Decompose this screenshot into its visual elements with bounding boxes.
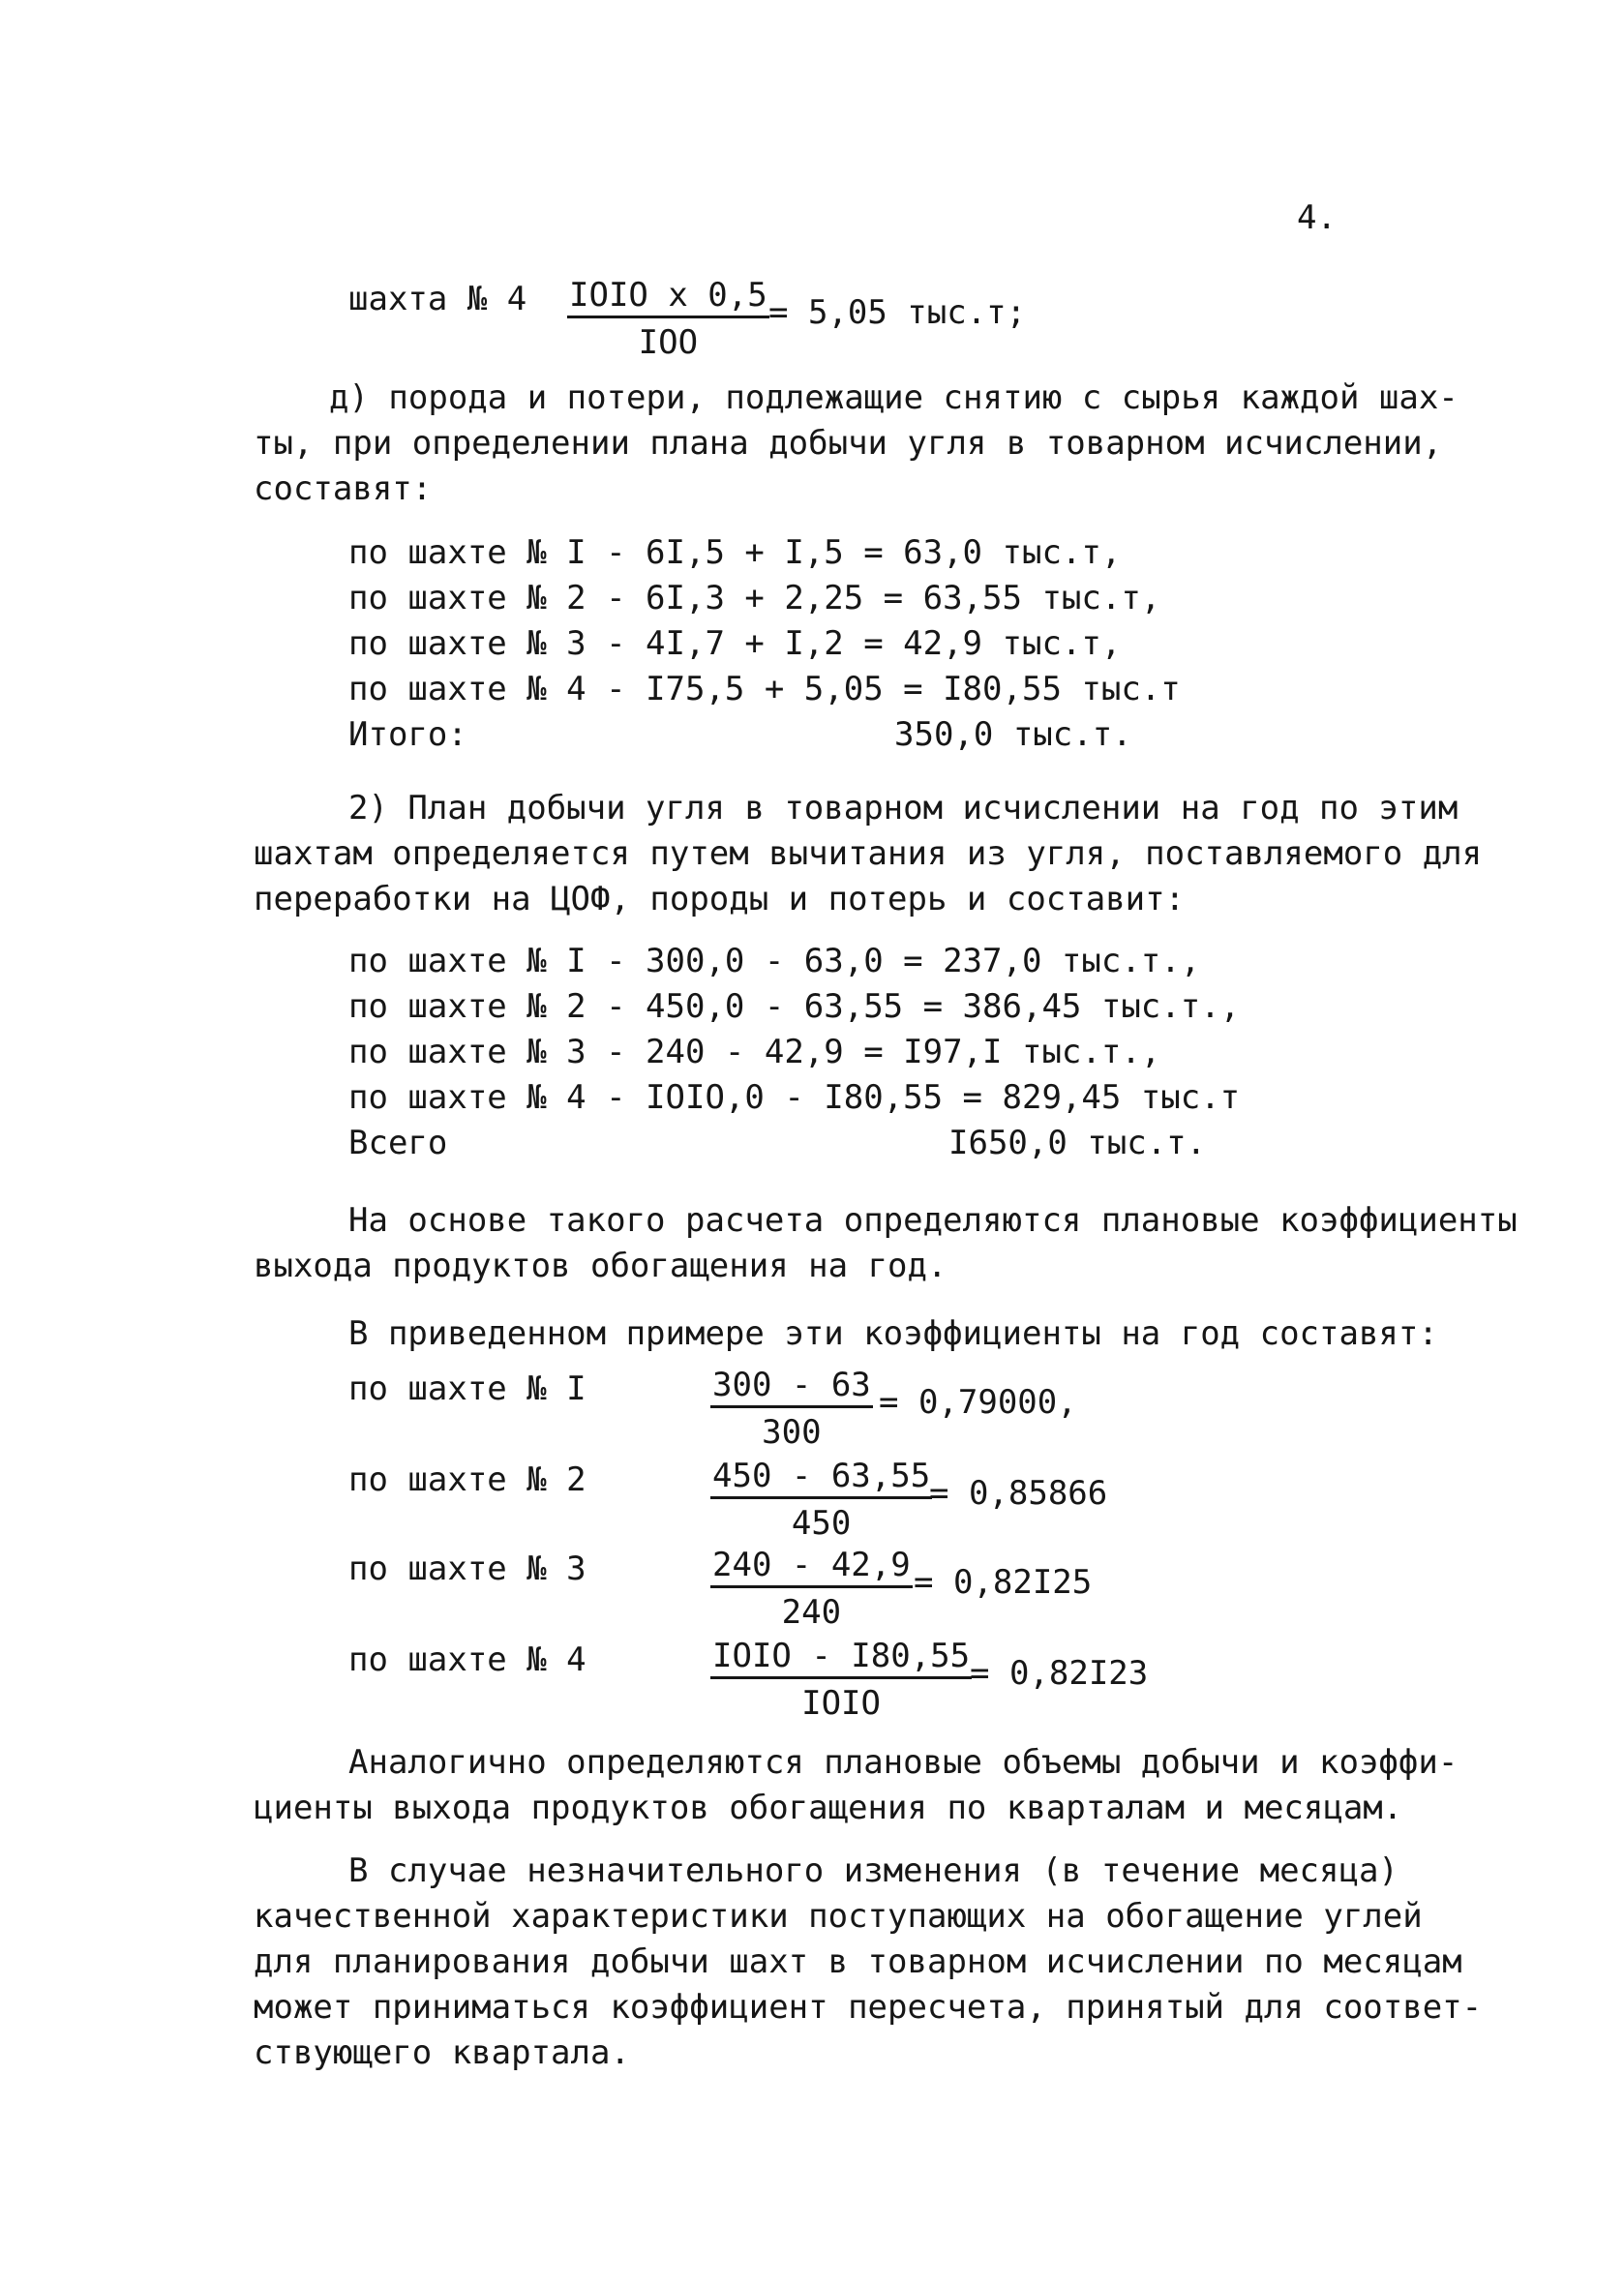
section-2-line-4: по шахте № 4 - IOIO,0 - I80,55 = 829,45 тыс.т	[348, 1078, 1241, 1117]
section-2-line-1: по шахте № I - 300,0 - 63,0 = 237,0 тыс.т.,	[348, 942, 1201, 980]
section-d-line-2: по шахте № 2 - 6I,3 + 2,25 = 63,55 тыс.т,	[348, 579, 1161, 617]
section-d-total-label: Итого:	[348, 715, 467, 754]
coefficient-numerator-4: IOIO - I80,55	[710, 1640, 972, 1679]
coefficient-result-3: = 0,82I25	[914, 1563, 1093, 1602]
intro-numerator: IOIO x 0,5	[567, 279, 769, 318]
coefficient-result-1: = 0,79000,	[879, 1383, 1077, 1422]
coefficient-result-2: = 0,85866	[929, 1474, 1108, 1513]
coefficient-label-2: по шахте № 2	[348, 1460, 586, 1499]
coefficient-result-4: = 0,82I23	[970, 1654, 1149, 1693]
coefficient-fraction-3	[710, 1546, 913, 1632]
intro-denominator: IOO	[638, 323, 699, 362]
section-d-text: д) порода и потери, подлежащие снятию с сырья каждой шах- ты, при определении плана добычи угля в товарном исчислении, составят:	[254, 378, 1459, 508]
section-2-total-label: Всего	[348, 1124, 448, 1162]
coefficient-label-1: по шахте № I	[348, 1369, 586, 1408]
coefficient-denominator-4: IOIO	[801, 1684, 881, 1723]
paragraph-basis: На основе такого расчета определяются плановые коэффициенты выхода продуктов обогащения на год.	[254, 1201, 1518, 1285]
section-2-line-2: по шахте № 2 - 450,0 - 63,55 = 386,45 тыс.т.,	[348, 987, 1241, 1026]
coefficient-fraction-1	[710, 1366, 873, 1452]
coefficient-denominator-3: 240	[781, 1593, 842, 1632]
intro-result: = 5,05 тыс.т;	[768, 293, 1027, 332]
section-2-text: 2) План добычи угля в товарном исчислении на год по этим шахтам определяется путем вычитания из угля, поставляемого для переработки на ЦОФ, породы и потерь и составит:	[254, 789, 1483, 918]
section-d-line-4: по шахте № 4 - I75,5 + 5,05 = I80,55 тыс.т	[348, 670, 1181, 708]
coefficient-numerator-1: 300 - 63	[710, 1369, 873, 1408]
intro-fraction	[567, 276, 769, 362]
coefficient-label-3: по шахте № 3	[348, 1550, 586, 1588]
section-2-line-3: по шахте № 3 - 240 - 42,9 = I97,I тыс.т.,	[348, 1033, 1161, 1071]
coefficient-numerator-3: 240 - 42,9	[710, 1549, 913, 1588]
coefficient-numerator-2: 450 - 63,55	[710, 1459, 932, 1499]
coefficient-denominator-1: 300	[762, 1413, 822, 1452]
paragraph-quarters: Аналогично определяются плановые объемы добычи и коэффи- циенты выхода продуктов обогащения по кварталам и месяцам.	[254, 1743, 1459, 1827]
section-d-total-value: 350,0 тыс.т.	[894, 715, 1132, 754]
page-number: 4.	[1297, 198, 1337, 237]
coefficient-denominator-2: 450	[791, 1504, 852, 1543]
paragraph-example: В приведенном примере эти коэффициенты на год составят:	[348, 1314, 1438, 1353]
section-d-line-1: по шахте № I - 6I,5 + I,5 = 63,0 тыс.т,	[348, 533, 1122, 572]
coefficient-label-4: по шахте № 4	[348, 1640, 586, 1679]
paragraph-final: В случае незначительного изменения (в течение месяца) качественной характеристики поступающих на обогащение углей для планирования добычи шахт в товарном исчислении по месяцам может приниматься коэффициент пересчета, принятый для соответ- ствующего квартала.	[254, 1851, 1483, 2072]
section-2-total-value: I650,0 тыс.т.	[948, 1124, 1207, 1162]
intro-label: шахта № 4	[348, 280, 527, 318]
coefficient-fraction-4	[710, 1637, 972, 1723]
section-d-line-3: по шахте № 3 - 4I,7 + I,2 = 42,9 тыс.т,	[348, 624, 1122, 663]
coefficient-fraction-2	[710, 1457, 932, 1543]
